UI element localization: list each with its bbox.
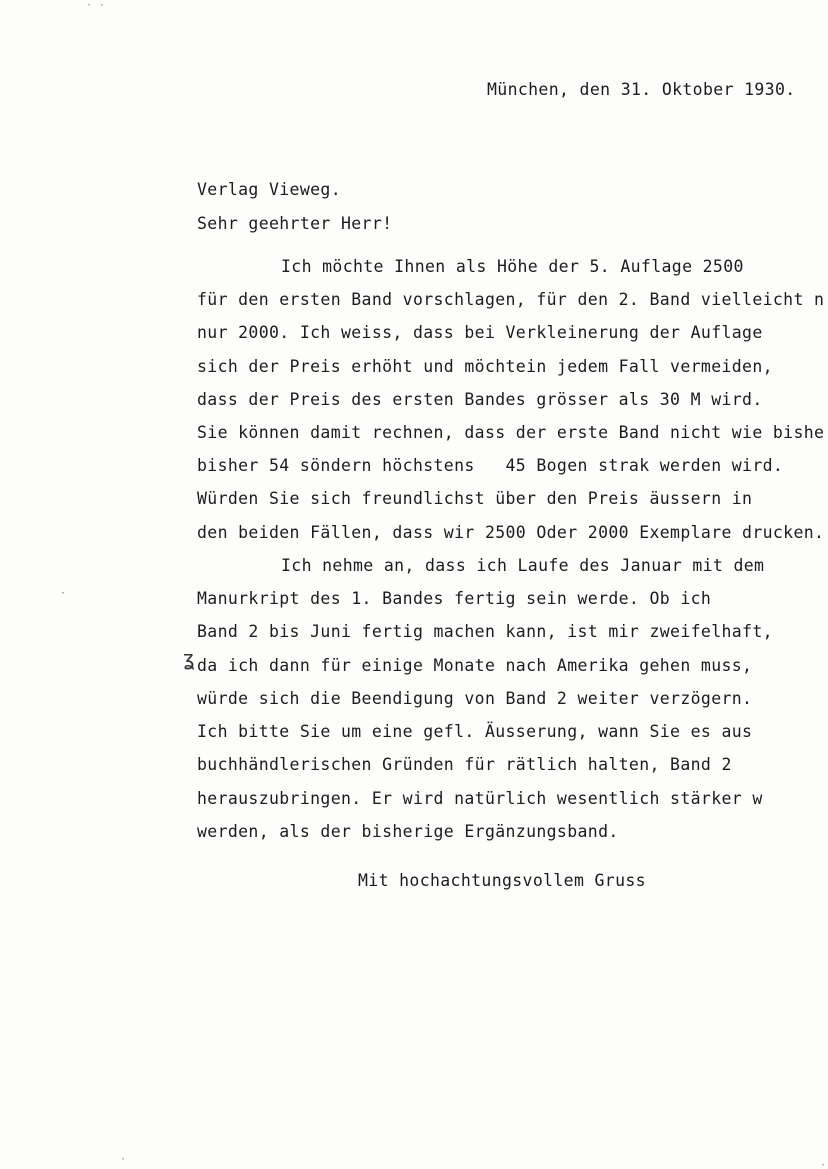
paragraph2-line: Manurkript des 1. Bandes fertig sein werde. Ob ich: [197, 589, 712, 608]
paragraph2-line: Ich bitte Sie um eine gefl. Äusserung, wann Sie es aus: [197, 722, 753, 741]
scan-speck: ·: [120, 1154, 127, 1165]
paragraph2-line: buchhändlerischen Gründen für rätlich halten, Band 2: [197, 755, 732, 774]
paragraph2-line: Ich nehme an, dass ich Laufe des Januar mit dem: [281, 556, 765, 575]
scan-speck: · ·: [86, 0, 106, 11]
paragraph1-line: Sie können damit rechnen, dass der erste Band nicht wie bishe: [197, 423, 825, 442]
scan-speck: ·: [60, 588, 67, 599]
letter-salutation: Sehr geehrter Herr!: [197, 214, 393, 233]
paragraph1-line: nur 2000. Ich weiss, dass bei Verkleinerung der Auflage: [197, 323, 763, 342]
scan-speck: ·: [820, 1160, 827, 1169]
paragraph1-line: den beiden Fällen, dass wir 2500 Oder 2000 Exemplare drucken.: [197, 523, 825, 542]
paragraph2-line: da ich dann für einige Monate nach Amerika gehen muss,: [197, 656, 753, 675]
paragraph1-line: Würden Sie sich freundlichst über den Preis äussern in: [197, 489, 753, 508]
paragraph2-line: herauszubringen. Er wird natürlich wesentlich stärker w: [197, 789, 763, 808]
letter-closing: Mit hochachtungsvollem Gruss: [358, 871, 646, 890]
paragraph1-line: Ich möchte Ihnen als Höhe der 5. Auflage 2500: [281, 257, 744, 276]
paragraph1-line: sich der Preis erhöht und möchtein jedem Fall vermeiden,: [197, 357, 773, 376]
paragraph2-line: werden, als der bisherige Ergänzungsband.: [197, 822, 619, 841]
paragraph2-line: würde sich die Beendigung von Band 2 weiter verzögern.: [197, 689, 753, 708]
letter-date: München, den 31. Oktober 1930.: [487, 80, 796, 99]
handwritten-margin-mark: ʓ: [183, 646, 196, 670]
paragraph2-line: Band 2 bis Juni fertig machen kann, ist mir zweifelhaft,: [197, 622, 773, 641]
paragraph1-line: für den ersten Band vorschlagen, für den 2. Band vielleicht n: [197, 290, 825, 309]
paragraph1-line: dass der Preis des ersten Bandes grösser als 30 M wird.: [197, 390, 763, 409]
paragraph1-line: bisher 54 söndern höchstens 45 Bogen strak werden wird.: [197, 456, 784, 475]
letter-recipient: Verlag Vieweg.: [197, 180, 341, 199]
